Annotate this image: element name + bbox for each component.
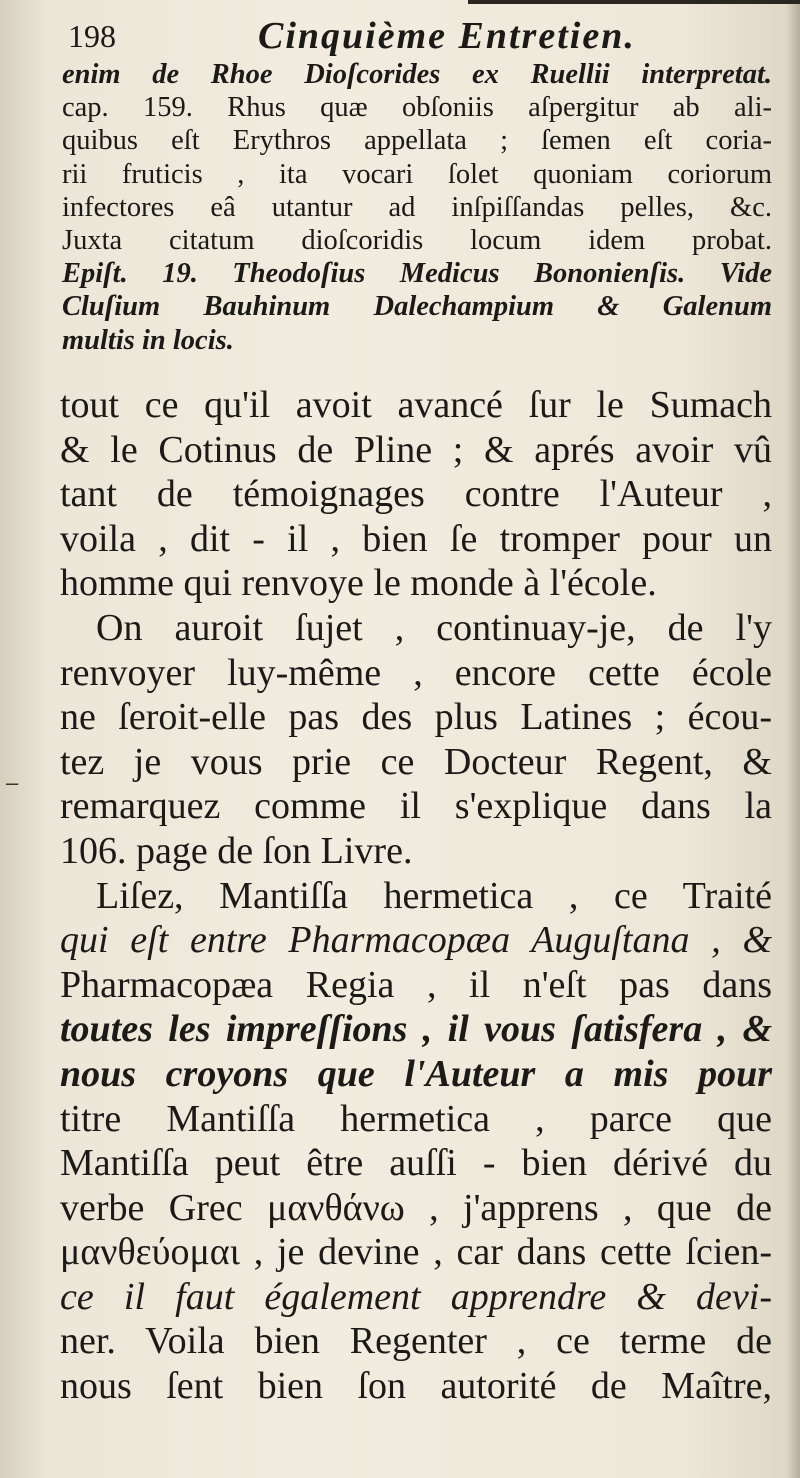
footnote-line: Juxta citatum dioſcoridis locum idem probat. [62, 224, 772, 256]
body-line: 106. page de ſon Livre. [60, 829, 413, 872]
body-line: Mantiſſa peut être auſſi - bien dérivé du [60, 1142, 772, 1185]
body-line: remarquez comme il s'explique dans la [60, 785, 772, 828]
body-line: Pharmacopæa Regia , il n'eſt pas dans [60, 963, 772, 1006]
body-line: titre Mantiſſa hermetica , parce que [60, 1097, 772, 1140]
footnote-line: Epiſt. 19. Theodoſius Medicus Bononienſis. Vide [62, 258, 772, 290]
footnote-line: multis in locis. [62, 324, 234, 356]
footnote [62, 58, 772, 357]
footnote-line: infectores eâ utantur ad inſpiſſandas pelles, &c. [62, 191, 772, 223]
body-line: On auroit ſujet , continuay-je, de l'y [96, 606, 772, 649]
top-rule [468, 0, 800, 4]
body-line: tout ce qu'il avoit avancé ſur le Sumach [60, 384, 772, 426]
body-text [60, 383, 772, 1409]
body-line: homme qui renvoye le monde à l'école. [60, 562, 657, 605]
body-line: renvoyer luy-même , encore cette école [60, 651, 772, 694]
body-line: & le Cotinus de Pline ; & aprés avoir vû [60, 428, 772, 471]
page-edge-shadow [786, 0, 800, 1478]
body-line: tez je vous prie ce Docteur Regent, & [60, 740, 772, 783]
margin-mark: – [6, 770, 19, 795]
body-line: ce il faut également apprendre & devi- [60, 1275, 772, 1318]
page-number: 198 [68, 18, 116, 54]
body-line: tant de témoignages contre l'Auteur , [60, 473, 772, 516]
footnote-line: cap. 159. Rhus quæ obſoniis aſpergitur ab ali- [62, 92, 772, 124]
body-line: qui eſt entre Pharmacopæa Auguſtana , & [60, 919, 772, 962]
footnote-line: rii fruticis , ita vocari ſolet quoniam coriorum [62, 158, 772, 190]
body-line: verbe Grec μανθάνω , j'apprens , que de [60, 1186, 772, 1229]
body-line: μανθεύομαι , je devine , car dans cette ſcien- [60, 1231, 772, 1274]
running-head: Cinquième Entretien. [258, 15, 636, 57]
body-line: voila , dit - il , bien ſe tromper pour un [60, 517, 772, 560]
body-line: toutes les impreſſions , il vous ſatisfera , & [60, 1008, 772, 1051]
body-line: ner. Voila bien Regenter , ce terme de [60, 1320, 772, 1363]
body-line: nous ſent bien ſon autorité de Maître, [60, 1365, 772, 1408]
body-line: nous croyons que l'Auteur a mis pour [60, 1052, 772, 1095]
body-line: ne ſeroit-elle pas des plus Latines ; écou- [60, 696, 772, 739]
footnote-line: quibus eſt Erythros appellata ; ſemen eſt coria- [62, 125, 772, 157]
body-line: Liſez, Mantiſſa hermetica , ce Traité [96, 874, 772, 917]
footnote-line: enim de Rhoe Dioſcorides ex Ruellii interpretat. [62, 59, 772, 90]
page-header [68, 10, 768, 58]
footnote-line: Cluſium Bauhinum Dalechampium & Galenum [62, 291, 772, 323]
